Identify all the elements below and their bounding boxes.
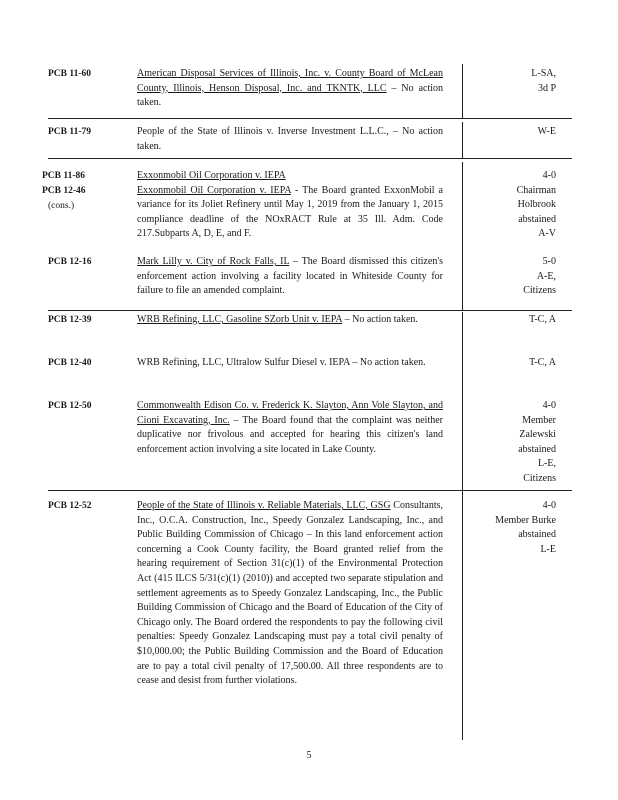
case-caption: American Disposal Services of Illinois, Inc. v. County Board of McLean County, Illinois, Henson Disposal, Inc. and TKNTK, LLC — [137, 68, 443, 94]
docket-number: PCB 12-16 — [48, 257, 92, 267]
docket-number: PCB 11-79 — [48, 127, 92, 137]
case-caption: Mark Lilly v. City of Rock Falls, IL — [137, 256, 290, 267]
case-description — [137, 125, 443, 154]
column-divider — [462, 64, 463, 118]
vote-tally: L-SA, 3d P — [531, 68, 556, 94]
case-description — [137, 399, 443, 457]
docket-number: PCB 12-40 — [48, 358, 92, 368]
column-divider — [462, 122, 463, 158]
vote-tally: 5-0 A-E, Citizens — [523, 256, 556, 297]
case-description — [137, 169, 443, 242]
case-action: WRB Refining, LLC, Ultralow Sulfur Diesel v. IEPA – No action taken. — [137, 357, 426, 368]
page-number: 5 — [306, 750, 312, 761]
vote-tally: 4-0 Chairman Holbrook abstained A-V — [516, 170, 556, 240]
case-description — [137, 255, 443, 299]
row-divider — [48, 310, 572, 311]
column-divider — [462, 162, 463, 310]
case-description — [137, 67, 443, 111]
docket-number: PCB 12-52 — [48, 501, 92, 511]
docket-number: PCB 12-39 — [48, 315, 92, 325]
vote-tally: 4-0 Member Burke abstained L-E — [495, 500, 556, 555]
vote-tally: T-C, A — [529, 357, 556, 368]
case-caption: WRB Refining, LLC, Gasoline SZorb Unit v. IEPA — [137, 314, 343, 325]
case-action: – No action taken. — [342, 314, 418, 325]
case-description — [137, 356, 443, 371]
docket-number: PCB 12-50 — [48, 401, 92, 411]
case-action: People of the State of Illinois v. Inverse Investment L.L.C., – No action taken. — [137, 126, 443, 152]
row-divider — [48, 118, 572, 119]
case-action: Consultants, Inc., O.C.A. Construction, Inc., Speedy Gonzalez Landscaping, Inc., and Public Building Commission of Chicago – In this land enforcement action concerning a Cook County facility, the Board granted relief from the hearing requirement of Section 31(c)(1) of the Environmental Protection Act (415 ILCS 5/31(c)(1) (2010)) and accepted two separate stipulation and settlement agreements as to Speedy Gonzalez Landscaping, Inc., the Public Building Commission of Chicago and the Board of Education of the City of Chicago only. The Board ordered the respondents to pay the following civil penalties: Speedy Gonzalez Landscaping must pay a total civil penalty of $10,000.00; the Public Building Commission and the Board of Education are to pay a total civil penalty of 17,500.00. All three respondents are to cease and desist from further violations. — [137, 500, 444, 687]
row-divider — [48, 490, 572, 491]
case-action: – The Board dismissed this citizen's enforcement action involving a facility located in Whiteside County for failure to file an amended complaint. — [137, 256, 444, 297]
case-caption-consolidated: Exxonmobil Oil Corporation v. IEPA — [137, 184, 292, 196]
case-description — [137, 313, 443, 328]
vote-tally: W-E — [537, 126, 556, 137]
case-action: - The Board granted ExxonMobil a variance for its Joliet Refinery until May 1, 2019 from the January 1, 2015 compliance deadline of the NOxRACT Rule at 35 Ill. Adm. Code 217.Subparts A, D, E, and F. — [137, 184, 443, 240]
case-caption: Commonwealth Edison Co. v. Frederick K. Slayton, Ann Vole Slayton, and Cioni Excavating, Inc. — [137, 400, 443, 426]
case-action: – The Board found that the complaint was neither duplicative nor frivolous and accepted for hearing this citizen's land enforcement action involving a site located in Lake County. — [137, 414, 443, 455]
case-caption: People of the State of Illinois v. Reliable Materials, LLC, GSG — [137, 500, 391, 511]
docket-number: PCB 11-86 PCB 12-46 (cons.) — [42, 171, 86, 211]
vote-tally: 4-0 Member Zalewski abstained L-E, Citizens — [518, 400, 556, 484]
vote-tally: T-C, A — [529, 314, 556, 325]
case-description — [137, 499, 443, 689]
case-caption: Exxonmobil Oil Corporation v. IEPA — [137, 170, 286, 181]
case-action: – No action taken. — [137, 82, 444, 109]
docket-number: PCB 11-60 — [48, 69, 92, 79]
row-divider — [48, 158, 572, 159]
column-divider — [462, 312, 463, 740]
